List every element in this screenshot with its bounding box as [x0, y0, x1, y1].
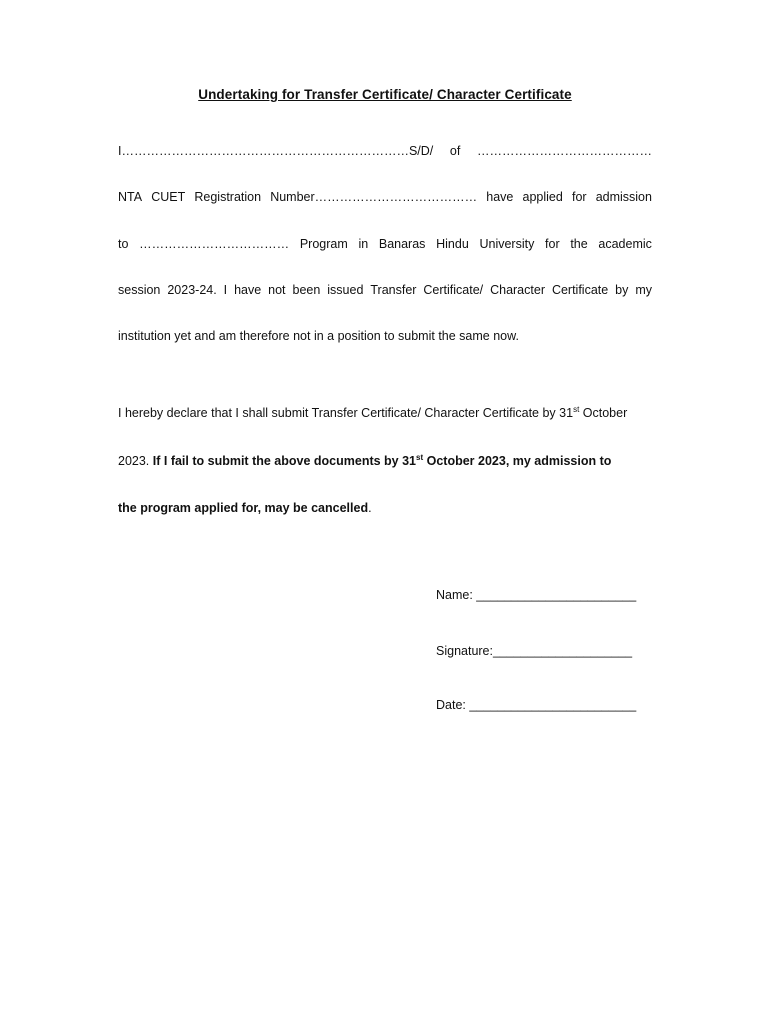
text-word: been — [292, 283, 321, 297]
name-field: Name: _______________________ — [436, 588, 637, 602]
para2-line1 — [118, 405, 652, 421]
text-word: 2023-24. — [167, 283, 217, 297]
text-word: Transfer — [370, 283, 417, 297]
name-blank-text: I……………………………………………………………S/D/ — [118, 144, 434, 158]
declaration-text-tail: October — [579, 406, 628, 420]
para1-line2 — [118, 189, 652, 205]
text-word: of — [449, 144, 461, 158]
warning-text: If I fail to submit the above documents by 31 — [152, 454, 417, 468]
text-word: Certificate/ — [423, 283, 484, 297]
text-word: Character — [490, 283, 545, 297]
registration-blank-text: Number………………………………… — [270, 190, 478, 204]
text-word: in — [358, 237, 369, 251]
para1-line4 — [118, 282, 652, 298]
ordinal-superscript: st — [573, 405, 580, 414]
text-word: Hindu — [436, 237, 469, 251]
text-word: admission — [595, 190, 652, 204]
warning-text-end: the program applied for, may be cancelled — [118, 501, 369, 515]
text-word: to — [118, 237, 129, 251]
declaration-year: 2023. — [118, 454, 153, 468]
text-word: by — [615, 283, 629, 297]
text-word: for — [571, 190, 587, 204]
para1-line3 — [118, 236, 652, 252]
period: . — [368, 501, 372, 515]
text-word: Program — [299, 237, 348, 251]
text-word: academic — [598, 237, 652, 251]
text-word: CUET — [151, 190, 186, 204]
document-title: Undertaking for Transfer Certificate/ Character Certificate — [198, 87, 572, 102]
para1-line5: institution yet and am therefore not in a position to submit the same now. — [118, 329, 519, 343]
text-word: issued — [327, 283, 364, 297]
text-word: NTA — [118, 190, 143, 204]
para1-line1 — [118, 143, 652, 159]
para2-line2 — [118, 453, 652, 469]
declaration-text: I hereby declare that I shall submit Transfer Certificate/ Character Certificate by 31 — [118, 406, 574, 420]
text-word: have — [486, 190, 514, 204]
text-word: Banaras — [378, 237, 426, 251]
text-word: Registration — [194, 190, 262, 204]
text-word: not — [268, 283, 286, 297]
text-word: Certificate — [551, 283, 609, 297]
text-word: my — [635, 283, 652, 297]
text-word: I — [223, 283, 228, 297]
text-word: for — [545, 237, 560, 251]
text-word: session — [118, 283, 161, 297]
warning-text-tail: October 2023, my admission to — [423, 454, 612, 468]
signature-field: Signature:____________________ — [436, 644, 633, 658]
text-word: have — [234, 283, 262, 297]
para2-line3 — [118, 500, 652, 516]
parent-blank-text: …………………………………… — [476, 144, 652, 158]
text-word: University — [479, 237, 535, 251]
text-word: the — [570, 237, 588, 251]
text-word: applied — [522, 190, 563, 204]
ordinal-superscript: st — [416, 453, 424, 462]
program-blank-text: ……………………………… — [139, 237, 290, 251]
date-field: Date: ________________________ — [436, 698, 637, 712]
